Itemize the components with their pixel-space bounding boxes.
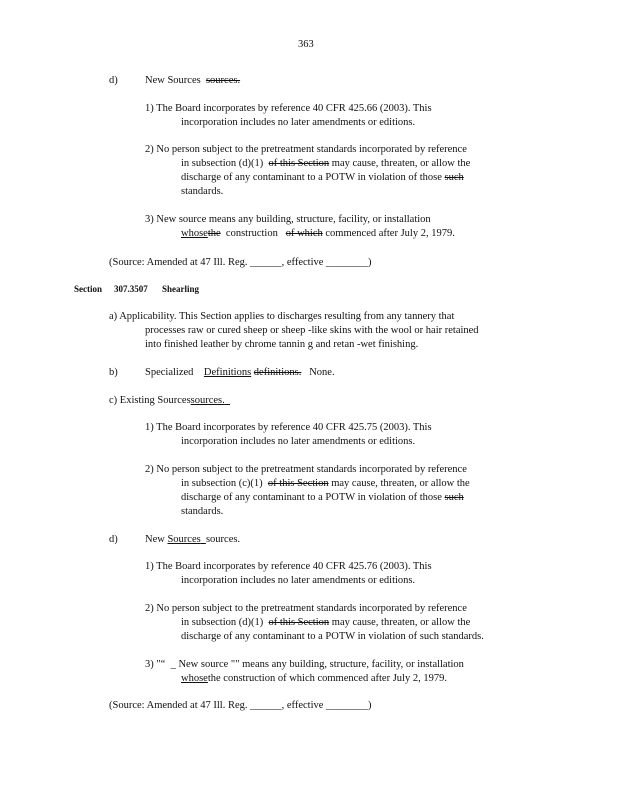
new-sources-label: d) bbox=[109, 534, 118, 545]
applicability-line-2: processes raw or cured sheep or sheep -like skins with the wool or hair retained bbox=[145, 325, 479, 336]
c2-line-1: 2) No person subject to the pretreatment standards incorporated by reference bbox=[145, 464, 467, 475]
d1-line-1: 1) The Board incorporates by reference 40 CFR 425.66 (2003). This bbox=[145, 103, 432, 114]
subsection-d-label: d) bbox=[109, 75, 118, 86]
definitions-label: b) bbox=[109, 367, 118, 378]
d2-line-4: standards. bbox=[181, 186, 224, 197]
source-note-2: (Source: Amended at 47 Ill. Reg. ______, effective ________) bbox=[109, 700, 372, 711]
subsection-d-heading: New Sources sources. bbox=[145, 75, 241, 86]
d3-line-2: whosethe construction of which commenced after July 2, 1979. bbox=[181, 228, 455, 239]
section-label: Section bbox=[74, 284, 102, 294]
c2-line-4: standards. bbox=[181, 506, 224, 517]
definitions-line: Specialized Definitions definitions. None. bbox=[145, 367, 335, 378]
new-sources-heading: New Sources sources. bbox=[145, 534, 241, 545]
nd3-line-1: 3) "“ _ New source "" means any building, structure, facility, or installation bbox=[145, 659, 464, 670]
section-title: Shearling bbox=[162, 284, 200, 294]
c2-line-3: discharge of any contaminant to a POTW in violation of those such bbox=[181, 492, 464, 503]
d2-line-1: 2) No person subject to the pretreatment standards incorporated by reference bbox=[145, 144, 467, 155]
nd3-line-2: whosethe construction of which commenced after July 2, 1979. bbox=[181, 673, 447, 684]
page-number: 363 bbox=[298, 39, 314, 50]
nd2-line-2: in subsection (d)(1) of this Section may cause, threaten, or allow the bbox=[181, 617, 471, 628]
nd2-line-1: 2) No person subject to the pretreatment standards incorporated by reference bbox=[145, 603, 467, 614]
source-note-1: (Source: Amended at 47 Ill. Reg. ______, effective ________) bbox=[109, 257, 372, 268]
c1-line-2: incorporation includes no later amendments or editions. bbox=[181, 436, 416, 447]
section-number: 307.3507 bbox=[114, 284, 148, 294]
d2-line-2: in subsection (d)(1) of this Section may cause, threaten, or allow the bbox=[181, 158, 471, 169]
d3-line-1: 3) New source means any building, structure, facility, or installation bbox=[145, 214, 431, 225]
applicability-line-1: a) Applicability. This Section applies to discharges resulting from any tannery that bbox=[109, 311, 455, 322]
applicability-line-3: into finished leather by chrome tannin g and retan -wet finishing. bbox=[145, 339, 419, 350]
nd2-line-3: discharge of any contaminant to a POTW in violation of such standards. bbox=[181, 631, 484, 642]
c2-line-2: in subsection (c)(1) of this Section may cause, threaten, or allow the bbox=[181, 478, 470, 489]
existing-sources-heading: c) Existing Sourcessources. bbox=[109, 395, 225, 406]
nd1-line-1: 1) The Board incorporates by reference 40 CFR 425.76 (2003). This bbox=[145, 561, 432, 572]
d1-line-2: incorporation includes no later amendments or editions. bbox=[181, 117, 416, 128]
nd1-line-2: incorporation includes no later amendments or editions. bbox=[181, 575, 416, 586]
d2-line-3: discharge of any contaminant to a POTW in violation of those such bbox=[181, 172, 464, 183]
c1-line-1: 1) The Board incorporates by reference 40 CFR 425.75 (2003). This bbox=[145, 422, 432, 433]
